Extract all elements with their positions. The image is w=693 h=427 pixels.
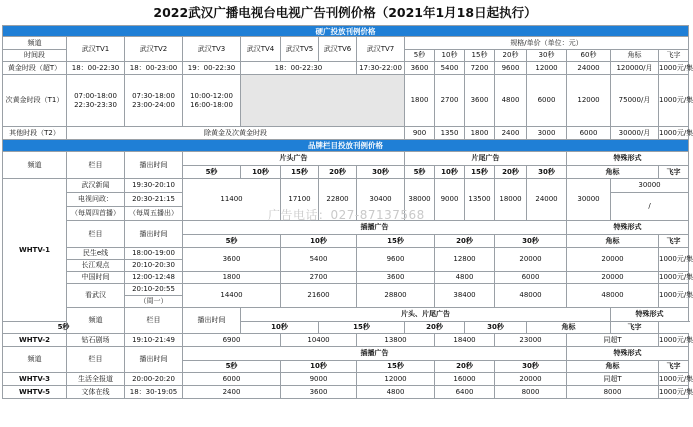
column-kanwuhan: 看武汉	[67, 284, 125, 308]
price: 900	[405, 127, 435, 140]
t35-30: 30秒	[495, 361, 567, 373]
hdr-15s: 15秒	[465, 50, 495, 62]
ct-20s: 4800	[435, 272, 495, 284]
brand-hdr-head-ad: 片头广告	[183, 152, 405, 166]
td20: 20秒	[495, 166, 527, 179]
hard-ad-header-row-1	[3, 37, 689, 50]
kw-15s: 28800	[357, 284, 435, 308]
tv5-corner: 8000	[567, 386, 659, 399]
time-sports: 18：30-19:05	[125, 386, 183, 399]
wenzheng-corner: /	[611, 193, 689, 221]
td5: 5秒	[405, 166, 435, 179]
kw-5s: 14400	[183, 284, 281, 308]
tv5-flying: 1000元/集	[659, 386, 689, 399]
hard-ad-band-row	[3, 26, 689, 37]
period-subgold: 次黄金时段（T1）	[3, 75, 67, 127]
t35-5: 5秒	[183, 361, 281, 373]
head-5s: 11400	[183, 179, 281, 221]
t2-15: 15秒	[319, 322, 405, 334]
tv35-hdr-row-1	[3, 347, 689, 361]
hdr-corner: 角标	[611, 50, 659, 62]
g1-15s: 9600	[357, 248, 435, 272]
tail-5s: 9000	[435, 179, 465, 221]
td15: 15秒	[465, 166, 495, 179]
ct-5s: 1800	[183, 272, 281, 284]
column-chinatime: 中国时间	[67, 272, 125, 284]
hd5: 5秒	[183, 166, 241, 179]
g1-corner: 20000	[567, 248, 659, 272]
tv3-15s: 12000	[357, 373, 435, 386]
t35-10: 10秒	[281, 361, 357, 373]
column-sports: 文体在线	[67, 386, 125, 399]
hdr-5s: 5秒	[405, 50, 435, 62]
hd30: 30秒	[357, 166, 405, 179]
time-minsheng: 18:00-19:00	[125, 248, 183, 260]
t2-corner: 角标	[527, 322, 611, 334]
price: 24000	[567, 62, 611, 75]
insert-hdr-column: 栏目	[67, 221, 125, 248]
minsheng-row	[3, 248, 689, 260]
hd10: 10秒	[241, 166, 281, 179]
tv2-hdr-time: 播出时间	[183, 308, 241, 334]
gold-tv2-time: 18：00-23:00	[125, 62, 183, 75]
tv35-hdr-column: 栏目	[67, 347, 125, 373]
price: 5400	[435, 62, 465, 75]
channel-whtv1: WHTV-1	[3, 179, 67, 322]
price: 75000/月	[611, 75, 659, 127]
i15: 15秒	[357, 235, 435, 248]
price: 1800	[465, 127, 495, 140]
ct-15s: 3600	[357, 272, 435, 284]
brand-hdr-special: 特殊形式	[567, 152, 689, 166]
gold-tv3-time: 19：00-22:30	[183, 62, 241, 75]
tv35-hdr-channel: 频道	[3, 347, 67, 373]
hdr-tv3: 武汉TV3	[183, 37, 241, 62]
subgold-empty	[241, 75, 405, 127]
other-time: 除黄金及次黄金时段	[67, 127, 405, 140]
tv5-row	[3, 386, 689, 399]
hd20: 20秒	[319, 166, 357, 179]
subgold-tv2-time: 07:30-18:00 23:00-24:00	[125, 75, 183, 127]
tv2-hdr-row-1	[3, 308, 689, 322]
i10: 10秒	[281, 235, 357, 248]
g1-flying: 1000元/集	[659, 248, 689, 272]
tv2-corner: 同超T	[567, 334, 659, 347]
hdr-20s: 20秒	[495, 50, 527, 62]
time-diamond: 19:10-21:49	[125, 334, 183, 347]
head-10s: 17100	[281, 179, 319, 221]
price: 12000	[527, 62, 567, 75]
hdr-30s: 30秒	[527, 50, 567, 62]
column-wenzheng-note: （每周四首播）	[67, 207, 125, 221]
kanwuhan-row-1	[3, 284, 689, 296]
i20: 20秒	[435, 235, 495, 248]
time-life: 20:00-20:20	[125, 373, 183, 386]
channel-whtv3: WHTV-3	[3, 373, 67, 386]
column-news: 武汉新闻	[67, 179, 125, 193]
price-sheet	[2, 0, 693, 399]
tv2-10s: 10400	[281, 334, 357, 347]
hdr-10s: 10秒	[435, 50, 465, 62]
head-15s: 22800	[319, 179, 357, 221]
t2-30: 30秒	[465, 322, 527, 334]
tv2-hdr-row-2	[3, 322, 689, 334]
other-row	[3, 127, 689, 140]
tail-20s: 24000	[527, 179, 567, 221]
gold-tv4-time: 18：00-22:30	[241, 62, 357, 75]
td30: 30秒	[527, 166, 567, 179]
news-corner: 30000	[611, 179, 689, 193]
tv2-hdr-column: 栏目	[125, 308, 183, 334]
tv3-20s: 16000	[435, 373, 495, 386]
head-20s: 30400	[357, 179, 405, 221]
tv35-hdr-special: 特殊形式	[567, 347, 689, 361]
channel-whtv2: WHTV-2	[3, 334, 67, 347]
tv35-hdr-insert: 插播广告	[183, 347, 567, 361]
watermark-phone: 广告电话：027-87137568	[268, 208, 425, 222]
gold-tv7-time: 17:30-22:00	[357, 62, 405, 75]
kw-corner: 48000	[567, 284, 659, 308]
page-title: 2022武汉广播电视台电视广告刊例价格（2021年1月18日起执行）	[153, 5, 537, 20]
hard-ad-band: 硬广投放刊例价格	[3, 26, 689, 37]
brand-hdr-tail-ad: 片尾广告	[405, 152, 567, 166]
tv2-flying: 1000元/集	[659, 334, 689, 347]
i30: 30秒	[495, 235, 567, 248]
price: 2700	[435, 75, 465, 127]
tv3-row	[3, 373, 689, 386]
insert-hdr-time: 播出时间	[125, 221, 183, 248]
brand-hdr-channel: 频道	[3, 152, 67, 179]
gold-tv1-time: 18：00-22:30	[67, 62, 125, 75]
hdr-flying: 飞字	[659, 50, 689, 62]
column-diamond: 钻石剧场	[67, 334, 125, 347]
t35-15: 15秒	[357, 361, 435, 373]
time-kanwuhan: 20:10-20:55	[125, 284, 183, 296]
ct-10s: 2700	[281, 272, 357, 284]
ct-flying: 1000元/集	[659, 272, 689, 284]
hdr-tv6: 武汉TV6	[319, 37, 357, 62]
tv5-30s: 8000	[495, 386, 567, 399]
g1-5s: 3600	[183, 248, 281, 272]
brand-band: 品牌栏目投放刊例价格	[3, 140, 689, 152]
tv2-20s: 18400	[435, 334, 495, 347]
tv3-30s: 20000	[495, 373, 567, 386]
kw-flying: 1000元/集	[659, 284, 689, 308]
kw-20s: 38400	[435, 284, 495, 308]
time-wenzheng: 20:30-21:15	[125, 193, 183, 207]
price: 12000	[567, 75, 611, 127]
price: 2400	[495, 127, 527, 140]
tv2-hdr-channel: 频道	[67, 308, 125, 334]
hdr-tv2: 武汉TV2	[125, 37, 183, 62]
tail-15s: 18000	[495, 179, 527, 221]
i-flying: 飞字	[659, 235, 689, 248]
time-chinatime: 12:00-12:48	[125, 272, 183, 284]
tv2-hdr-special: 特殊形式	[611, 308, 689, 322]
tail-10s: 13500	[465, 179, 495, 221]
column-life: 生活全报道	[67, 373, 125, 386]
hdr-period: 时间段	[3, 50, 67, 62]
gold-row	[3, 62, 689, 75]
brand-hdr-row-1	[3, 152, 689, 166]
ct-30s: 6000	[495, 272, 567, 284]
price: 3600	[465, 75, 495, 127]
t2-5: 5秒	[3, 322, 125, 334]
subgold-row	[3, 75, 689, 127]
tail-30s: 30000	[567, 179, 611, 221]
tv3-corner: 同超T	[567, 373, 659, 386]
period-gold: 黄金时段（超T）	[3, 62, 67, 75]
price: 3600	[405, 62, 435, 75]
t35-20: 20秒	[435, 361, 495, 373]
time-changjiang: 20:10-20:30	[125, 260, 183, 272]
news-row	[3, 179, 689, 193]
hdr-tv4: 武汉TV4	[241, 37, 281, 62]
brand-hdr-time: 播出时间	[125, 152, 183, 179]
price: 1000元/集	[659, 62, 689, 75]
price: 1000元/集	[659, 127, 689, 140]
tv3-5s: 6000	[183, 373, 281, 386]
column-minsheng: 民生e线	[67, 248, 125, 260]
price: 7200	[465, 62, 495, 75]
t2-10: 10秒	[241, 322, 319, 334]
tv35-hdr-time: 播出时间	[125, 347, 183, 373]
t35-flying: 飞字	[659, 361, 689, 373]
tv5-15s: 4800	[357, 386, 435, 399]
subgold-tv1-time: 07:00-18:00 22:30-23:30	[67, 75, 125, 127]
price: 9600	[495, 62, 527, 75]
hdr-tv5: 武汉TV5	[281, 37, 319, 62]
i-corner: 角标	[567, 235, 659, 248]
price: 1800	[405, 75, 435, 127]
tv5-5s: 2400	[183, 386, 281, 399]
time-wenzheng-note: （每周五播出）	[125, 207, 183, 221]
hdr-spec: 规格/单价（单位：元）	[405, 37, 689, 50]
hd15: 15秒	[281, 166, 319, 179]
brand-hdr-corner: 角标	[567, 166, 659, 179]
channel-whtv5: WHTV-5	[3, 386, 67, 399]
tv2-15s: 13800	[357, 334, 435, 347]
price: 6000	[567, 127, 611, 140]
column-changjiang: 长江观点	[67, 260, 125, 272]
t35-corner: 角标	[567, 361, 659, 373]
tv5-20s: 6400	[435, 386, 495, 399]
time-kanwuhan-note: （周一）	[125, 296, 183, 308]
tv2-row	[3, 334, 689, 347]
g1-30s: 20000	[495, 248, 567, 272]
price: 30000/月	[611, 127, 659, 140]
g1-10s: 5400	[281, 248, 357, 272]
tv2-hdr-headtail: 片头、片尾广告	[241, 308, 611, 322]
price: 6000	[527, 75, 567, 127]
tv2-30s: 23000	[495, 334, 567, 347]
insert-hdr-insert: 插播广告	[183, 221, 567, 235]
hdr-tv7: 武汉TV7	[357, 37, 405, 62]
tv3-flying: 1000元/集	[659, 373, 689, 386]
brand-hdr-column: 栏目	[67, 152, 125, 179]
hdr-tv1: 武汉TV1	[67, 37, 125, 62]
price: 1350	[435, 127, 465, 140]
kw-30s: 48000	[495, 284, 567, 308]
t2-flying: 飞字	[611, 322, 659, 334]
brand-hdr-flying: 飞字	[659, 166, 689, 179]
tv2-5s: 6900	[183, 334, 281, 347]
column-wenzheng: 电视问政：	[67, 193, 125, 207]
brand-band-row	[3, 140, 689, 152]
chinatime-row	[3, 272, 689, 284]
insert-hdr-special: 特殊形式	[567, 221, 689, 235]
td10: 10秒	[435, 166, 465, 179]
price: 120000/月	[611, 62, 659, 75]
period-other: 其他时段（T2）	[3, 127, 67, 140]
tv3-10s: 9000	[281, 373, 357, 386]
kw-10s: 21600	[281, 284, 357, 308]
g1-20s: 12800	[435, 248, 495, 272]
i5: 5秒	[183, 235, 281, 248]
price: 1000元/集	[659, 75, 689, 127]
ct-corner: 20000	[567, 272, 659, 284]
head-30s: 38000	[405, 179, 435, 221]
subgold-tv3-time: 10:00-12:00 16:00-18:00	[183, 75, 241, 127]
tv5-10s: 3600	[281, 386, 357, 399]
t2-20: 20秒	[405, 322, 465, 334]
hdr-channel: 频道	[3, 37, 67, 50]
hdr-60s: 60秒	[567, 50, 611, 62]
price: 4800	[495, 75, 527, 127]
price: 3000	[527, 127, 567, 140]
time-news: 19:30-20:10	[125, 179, 183, 193]
